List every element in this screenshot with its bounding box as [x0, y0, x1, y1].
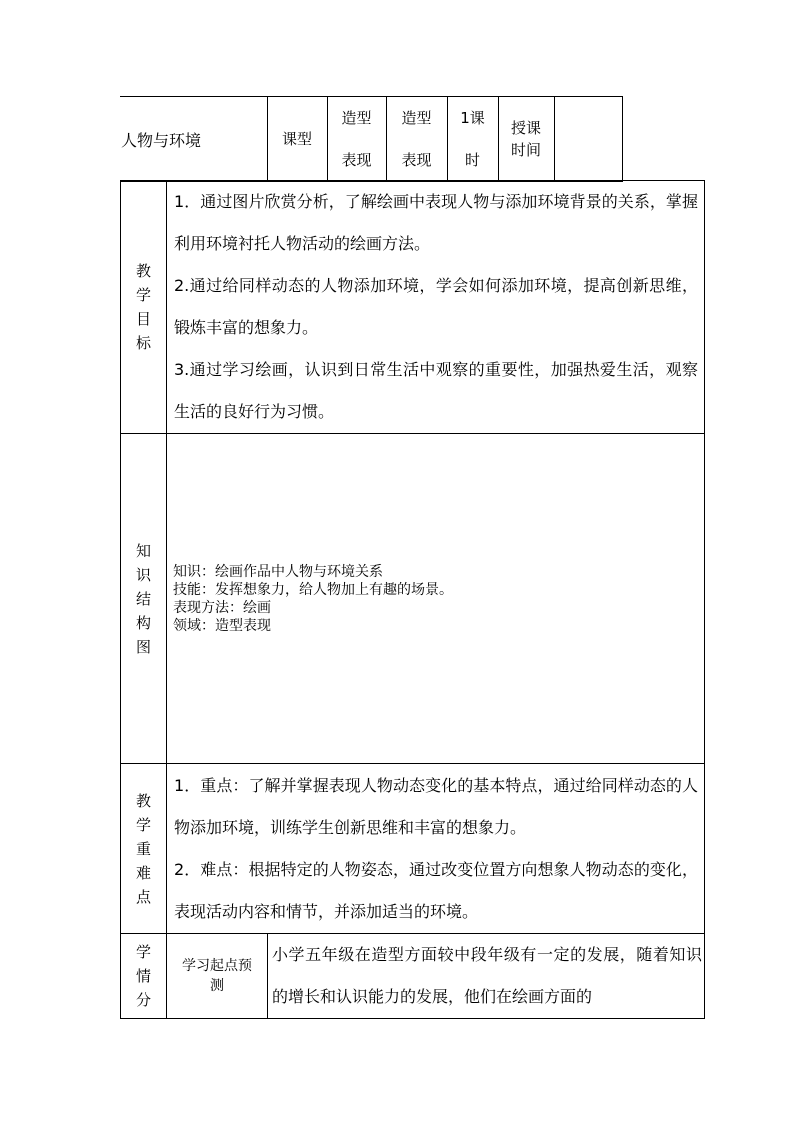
label-starting-point-prediction — [167, 934, 268, 1019]
sub-label-line1: 学习起点预 — [182, 958, 252, 974]
content-learning-analysis: 小学五年级在造型方面较中段年级有一定的发展，随着知识的增长和认识能力的发展，他们在绘画方面的 — [268, 934, 705, 1019]
label-char: 点 — [135, 887, 151, 906]
row-key-difficult-points — [121, 764, 705, 934]
label-char: 学 — [135, 943, 151, 961]
lesson-header-table — [120, 96, 623, 182]
content-teaching-goals — [167, 181, 705, 434]
label-char: 知 — [135, 541, 151, 560]
label-char: 图 — [135, 637, 151, 656]
knowledge-item-3: 表现方法：绘画 — [173, 599, 271, 616]
label-knowledge-structure — [121, 434, 167, 764]
teach-time-label — [498, 97, 554, 182]
label-char: 情 — [135, 967, 151, 985]
goal-item-3: 3.通过学习绘画，认识到日常生活中观察的重要性，加强热爱生活，观察生活的良好行为习惯。 — [174, 360, 698, 421]
row-teaching-goals — [121, 181, 705, 434]
lesson-topic: 人物与环境 — [120, 97, 267, 182]
goal-item-2: 2.通过给同样动态的人物添加环境，学会如何添加环境，提高创新思维，锻炼丰富的想象力。 — [174, 276, 698, 337]
label-char: 标 — [135, 334, 151, 352]
label-teaching-goals — [121, 181, 167, 434]
label-learning-analysis — [121, 934, 167, 1019]
label-char: 结 — [135, 589, 151, 608]
knowledge-item-1: 知识：绘画作品中人物与环境关系 — [173, 563, 383, 580]
course-type-2-line1: 造型 — [401, 109, 432, 127]
teach-time-value — [554, 97, 622, 182]
label-char: 学 — [135, 815, 151, 834]
label-char: 重 — [135, 839, 151, 858]
label-key-difficult-points — [121, 764, 167, 934]
course-type-value-2 — [386, 97, 447, 182]
label-char: 教 — [135, 262, 151, 280]
knowledge-item-4: 领域：造型表现 — [173, 617, 271, 634]
row-knowledge-structure — [121, 434, 705, 764]
class-hours-line2: 时 — [464, 151, 480, 169]
row-learning-analysis — [121, 934, 705, 1019]
class-hours-line1: 1课 — [460, 109, 485, 127]
label-char: 学 — [135, 286, 151, 304]
difficulty-item-1: 1．重点：了解并掌握表现人物动态变化的基本特点，通过给同样动态的人物添加环境，训练学生创新思维和丰富的想象力。 — [174, 775, 698, 837]
course-type-2-line2: 表现 — [401, 151, 432, 169]
course-type-1-line2: 表现 — [341, 151, 372, 169]
label-char: 识 — [135, 565, 151, 584]
class-hours — [447, 97, 498, 182]
teach-time-label-line1: 授课 — [510, 119, 541, 137]
label-char: 分 — [135, 991, 151, 1009]
content-key-difficult-points — [167, 764, 705, 934]
course-type-label: 课型 — [267, 97, 327, 182]
sub-label-line2: 测 — [210, 978, 224, 994]
label-char: 难 — [135, 863, 151, 882]
teach-time-label-line2: 时间 — [510, 141, 541, 159]
lesson-plan-table — [120, 180, 705, 1019]
goal-item-1: 1．通过图片欣赏分析，了解绘画中表现人物与添加环境背景的关系，掌握利用环境衬托人物活动的绘画方法。 — [174, 192, 698, 253]
course-type-value-1 — [327, 97, 386, 182]
knowledge-item-2: 技能：发挥想象力，给人物加上有趣的场景。 — [173, 581, 453, 598]
content-knowledge-structure — [167, 434, 705, 764]
course-type-1-line1: 造型 — [341, 109, 372, 127]
label-char: 目 — [135, 310, 151, 328]
label-char: 教 — [135, 791, 151, 810]
difficulty-item-2: 2．难点：根据特定的人物姿态，通过改变位置方向想象人物动态的变化，表现活动内容和情节，并添加适当的环境。 — [174, 859, 698, 921]
label-char: 构 — [135, 613, 151, 632]
